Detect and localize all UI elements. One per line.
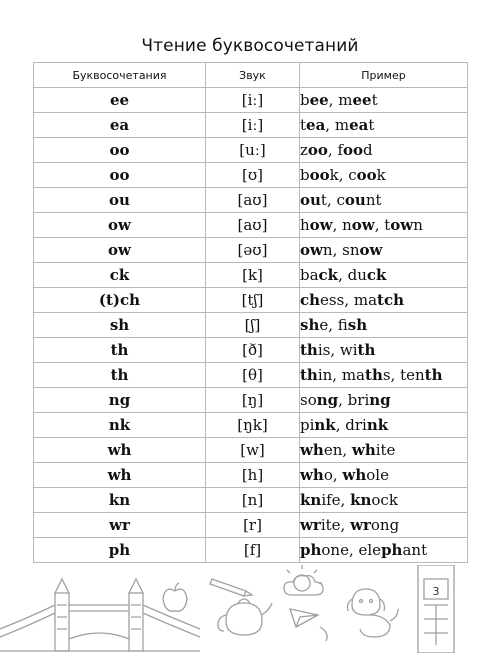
- example-text: t: [300, 116, 307, 134]
- combination-cell: (t)ch: [34, 288, 206, 313]
- combination-cell: th: [34, 338, 206, 363]
- example-cell: [300, 488, 468, 513]
- example-cell: [300, 388, 468, 413]
- example-highlight: wr: [350, 516, 371, 534]
- sound-cell: [iː]: [206, 113, 300, 138]
- combination-cell: ph: [34, 538, 206, 563]
- example-text: t: [371, 91, 378, 109]
- sound-cell: [aʊ]: [206, 188, 300, 213]
- sound-cell: [r]: [206, 513, 300, 538]
- combination-cell: nk: [34, 413, 206, 438]
- table-row: [34, 213, 468, 238]
- sound-cell: [θ]: [206, 363, 300, 388]
- example-highlight: ow: [390, 216, 414, 234]
- example-text: b: [300, 166, 310, 184]
- table-body: [34, 88, 468, 563]
- example-text: ba: [300, 266, 319, 284]
- table-row: [34, 263, 468, 288]
- combination-cell: oo: [34, 138, 206, 163]
- example-cell: [300, 363, 468, 388]
- example-text: is, wi: [317, 341, 358, 359]
- table-row: [34, 463, 468, 488]
- example-text: ess, ma: [320, 291, 378, 309]
- example-highlight: ow: [300, 241, 323, 259]
- combination-cell: ng: [34, 388, 206, 413]
- sound-cell: [aʊ]: [206, 213, 300, 238]
- combination-cell: wh: [34, 463, 206, 488]
- table-row: [34, 238, 468, 263]
- example-cell: [300, 538, 468, 563]
- example-highlight: ow: [309, 216, 333, 234]
- sound-cell: [iː]: [206, 88, 300, 113]
- example-text: n: [413, 216, 423, 234]
- decorative-illustrations: [0, 565, 500, 653]
- example-highlight: sh: [300, 316, 320, 334]
- table-row: [34, 313, 468, 338]
- example-text: o,: [323, 466, 343, 484]
- header-example: Пример: [300, 63, 468, 88]
- example-text: k, c: [329, 166, 357, 184]
- example-text: ite: [375, 441, 396, 459]
- example-highlight: ea: [306, 116, 326, 134]
- table-row: [34, 413, 468, 438]
- example-text: ife,: [321, 491, 351, 509]
- example-text: , n: [332, 216, 352, 234]
- example-highlight: ph: [381, 541, 403, 559]
- example-text: ole: [366, 466, 389, 484]
- example-text: ite,: [320, 516, 351, 534]
- example-highlight: ou: [300, 191, 321, 209]
- example-text: ong: [370, 516, 400, 534]
- example-highlight: ou: [344, 191, 366, 209]
- combination-cell: ea: [34, 113, 206, 138]
- example-highlight: oo: [309, 166, 330, 184]
- table-row: [34, 438, 468, 463]
- table-row: [34, 88, 468, 113]
- example-highlight: th: [357, 341, 376, 359]
- sound-cell: [k]: [206, 263, 300, 288]
- combination-cell: ck: [34, 263, 206, 288]
- example-text: e, fi: [319, 316, 348, 334]
- example-text: n, sn: [322, 241, 360, 259]
- example-highlight: oo: [356, 166, 377, 184]
- table-row: [34, 388, 468, 413]
- dog-icon: [348, 589, 399, 637]
- table-row: [34, 363, 468, 388]
- paper-plane-icon: [290, 609, 327, 641]
- example-text: k: [376, 166, 386, 184]
- table-row: [34, 338, 468, 363]
- example-text: , dri: [335, 416, 367, 434]
- example-cell: [300, 263, 468, 288]
- combination-cell: ow: [34, 238, 206, 263]
- example-text: pi: [300, 416, 315, 434]
- example-cell: [300, 213, 468, 238]
- sound-cell: [h]: [206, 463, 300, 488]
- example-highlight: oo: [343, 141, 364, 159]
- example-text: nt: [365, 191, 382, 209]
- example-highlight: ow: [351, 216, 375, 234]
- example-cell: [300, 113, 468, 138]
- example-text: so: [300, 391, 317, 409]
- example-cell: [300, 338, 468, 363]
- sound-cell: [ŋk]: [206, 413, 300, 438]
- example-highlight: ee: [309, 91, 329, 109]
- combination-cell: th: [34, 363, 206, 388]
- combination-cell: ou: [34, 188, 206, 213]
- table-row: [34, 513, 468, 538]
- example-highlight: sh: [347, 316, 368, 334]
- page-title: Чтение буквосочетаний: [141, 36, 359, 56]
- example-highlight: th: [424, 366, 443, 384]
- example-text: t: [368, 116, 375, 134]
- example-text: , bri: [338, 391, 370, 409]
- letter-combinations-table: [33, 62, 468, 563]
- example-highlight: oo: [307, 141, 328, 159]
- table-row: [34, 488, 468, 513]
- example-cell: [300, 513, 468, 538]
- example-text: t, c: [320, 191, 345, 209]
- example-highlight: ck: [318, 266, 339, 284]
- example-text: , t: [374, 216, 391, 234]
- table-row: [34, 113, 468, 138]
- table-header-row: [34, 63, 468, 88]
- sound-cell: [əʊ]: [206, 238, 300, 263]
- example-cell: [300, 463, 468, 488]
- example-cell: [300, 288, 468, 313]
- combination-cell: wr: [34, 513, 206, 538]
- example-highlight: wh: [342, 466, 367, 484]
- example-cell: [300, 138, 468, 163]
- example-highlight: ch: [300, 291, 321, 309]
- example-highlight: wh: [300, 466, 324, 484]
- sound-cell: [ʃ]: [206, 313, 300, 338]
- sun-cloud-icon: [284, 565, 323, 595]
- table-row: [34, 138, 468, 163]
- example-text: z: [300, 141, 308, 159]
- example-highlight: th: [300, 366, 318, 384]
- sound-cell: [ð]: [206, 338, 300, 363]
- example-cell: [300, 238, 468, 263]
- example-cell: [300, 163, 468, 188]
- header-sound: Звук: [206, 63, 300, 88]
- example-text: ock: [371, 491, 398, 509]
- sound-cell: [f]: [206, 538, 300, 563]
- header-combinations: Буквосочетания: [34, 63, 206, 88]
- example-highlight: nk: [314, 416, 336, 434]
- combination-cell: oo: [34, 163, 206, 188]
- example-cell: [300, 413, 468, 438]
- phone-booth-icon: [418, 565, 454, 653]
- table-row: [34, 288, 468, 313]
- example-highlight: th: [365, 366, 383, 384]
- teapot-icon: [218, 599, 272, 635]
- combination-cell: sh: [34, 313, 206, 338]
- sound-cell: [ʊ]: [206, 163, 300, 188]
- example-text: ant: [402, 541, 428, 559]
- example-text: h: [300, 216, 310, 234]
- example-text: s, ten: [382, 366, 425, 384]
- combination-cell: kn: [34, 488, 206, 513]
- example-highlight: ee: [352, 91, 372, 109]
- example-highlight: wr: [300, 516, 321, 534]
- pencil-icon: [210, 579, 252, 596]
- example-text: en,: [323, 441, 352, 459]
- example-highlight: th: [300, 341, 318, 359]
- example-text: , m: [325, 116, 350, 134]
- example-text: , m: [328, 91, 353, 109]
- example-text: , f: [327, 141, 344, 159]
- example-highlight: tch: [377, 291, 404, 309]
- example-highlight: ng: [369, 391, 391, 409]
- example-highlight: kn: [300, 491, 322, 509]
- apple-icon: [163, 583, 187, 611]
- table-row: [34, 538, 468, 563]
- example-highlight: ow: [359, 241, 383, 259]
- sound-cell: [w]: [206, 438, 300, 463]
- example-text: d: [363, 141, 373, 159]
- example-highlight: ea: [349, 116, 369, 134]
- example-text: , du: [338, 266, 367, 284]
- combination-cell: ow: [34, 213, 206, 238]
- example-highlight: nk: [366, 416, 389, 434]
- example-highlight: wh: [351, 441, 376, 459]
- sound-cell: [tʃ]: [206, 288, 300, 313]
- example-text: in, ma: [317, 366, 366, 384]
- example-text: b: [300, 91, 310, 109]
- table-row: [34, 163, 468, 188]
- sound-cell: [uː]: [206, 138, 300, 163]
- example-text: one, ele: [321, 541, 382, 559]
- example-cell: [300, 188, 468, 213]
- table-row: [34, 188, 468, 213]
- example-cell: [300, 313, 468, 338]
- example-highlight: ck: [366, 266, 387, 284]
- example-highlight: kn: [350, 491, 372, 509]
- sound-cell: [ŋ]: [206, 388, 300, 413]
- example-highlight: ph: [300, 541, 322, 559]
- example-cell: [300, 438, 468, 463]
- example-highlight: ng: [316, 391, 339, 409]
- combination-cell: wh: [34, 438, 206, 463]
- example-highlight: wh: [300, 441, 324, 459]
- sound-cell: [n]: [206, 488, 300, 513]
- page-number: 3: [432, 585, 440, 598]
- combination-cell: ee: [34, 88, 206, 113]
- example-cell: [300, 88, 468, 113]
